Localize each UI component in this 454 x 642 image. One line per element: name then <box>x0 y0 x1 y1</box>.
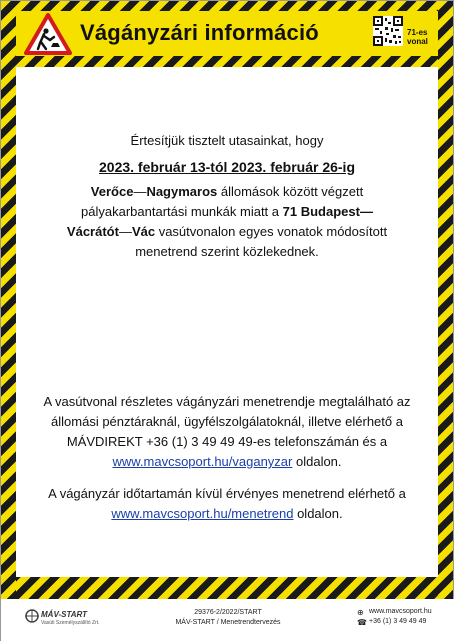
notice-body-segment: menetrend szerint közlekednek. <box>135 244 319 259</box>
info2-line2 <box>16 504 438 524</box>
footer-doc-id: 29376-2/2022/START <box>194 609 262 616</box>
globe-icon: ⊕ <box>357 608 364 617</box>
notice-body <box>16 182 438 262</box>
qr-caption-line2: vonal <box>407 37 428 46</box>
page-title: Vágányzári információ <box>80 20 319 45</box>
intro-text: Értesítjük tisztelt utasainkat, hogy <box>130 133 324 148</box>
info1-line3: MÁVDIREKT +36 (1) 3 49 49 49-es telefonszámán és a <box>66 434 388 449</box>
mav-start-logo-icon <box>23 609 41 623</box>
notice-body-segment: — <box>118 224 132 239</box>
phone-icon: ☎ <box>357 618 367 627</box>
hazard-stripe-bottom <box>1 577 453 599</box>
footer-web[interactable]: www.mavcsoport.hu <box>369 608 432 615</box>
notice-body-segment: pályakarbantartási munkák miatt a <box>81 204 280 219</box>
info2-line1: A vágányzár időtartamán kívül érvényes menetrend elérhető a <box>48 486 406 501</box>
footer-phone: +36 (1) 3 49 49 49 <box>369 618 427 625</box>
roadworks-warning-icon <box>24 13 72 55</box>
info2-after-link: oldalon. <box>293 506 343 521</box>
header-banner <box>16 11 438 56</box>
notice-body-segment: Vácrátót <box>66 224 119 239</box>
date-range: 2023. február 13-tól 2023. február 26-ig <box>99 159 355 175</box>
qr-code-icon[interactable] <box>373 16 403 46</box>
notice-body-segment: — <box>133 184 147 199</box>
notice-body-segment: Verőce <box>90 184 134 199</box>
qr-caption-line1: 71-es <box>407 28 428 37</box>
hazard-stripe-left <box>1 1 16 599</box>
notice-content <box>16 67 438 577</box>
info1-after-link: oldalon. <box>292 454 342 469</box>
notice-body-segment: állomások között végzett <box>217 184 364 199</box>
notice-body-segment: vasútvonalon egyes vonatok módosított <box>155 224 388 239</box>
menetrend-link[interactable]: www.mavcsoport.hu/menetrend <box>111 506 294 521</box>
info1-line1: A vasútvonal részletes vágányzári menetrendje megtalálható az <box>43 394 411 409</box>
hazard-stripe-right <box>438 1 453 599</box>
footer-dept: MÁV-START / Menetrendtervezés <box>175 619 281 626</box>
footer <box>1 599 454 642</box>
notice-body-segment: Nagymaros <box>146 184 218 199</box>
vaganyzar-link[interactable]: www.mavcsoport.hu/vaganyzar <box>112 454 293 469</box>
logo-text: MÁV-START <box>41 610 88 619</box>
notice-body-segment: Vác <box>131 224 156 239</box>
logo-subtitle: Vasúti Személyszállító Zrt. <box>41 620 100 626</box>
info1-line2: állomási pénztáraknál, ügyfélszolgálatoknál, illetve elérhető a <box>51 414 403 429</box>
notice-body-segment: 71 Budapest— <box>282 204 373 219</box>
info1-line4 <box>16 452 438 472</box>
